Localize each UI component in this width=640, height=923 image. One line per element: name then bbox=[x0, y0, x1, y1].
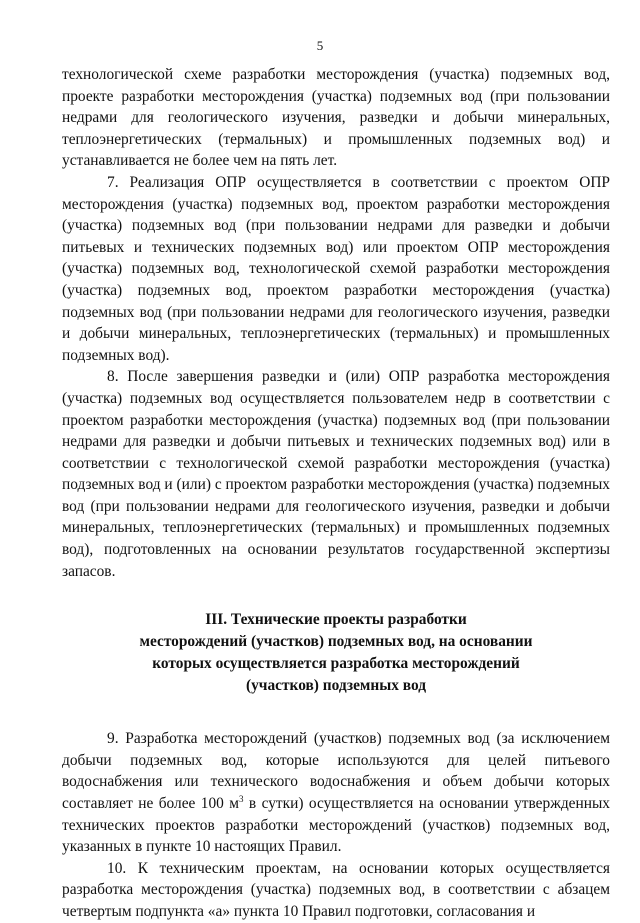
paragraph-10: 10. К техническим проектам, на основании которых осуществляется разработка месторождения (участка) подземных вод, в соответствии с абзацем четвертым подпункта «а» пункта 10 Правил подготовки, согласования и bbox=[62, 859, 610, 920]
paragraph-8: 8. После завершения разведки и (или) ОПР разработка месторождения (участка) подземных вод осуществляется пользователем недр в соответствии с проектом разработки месторождения (участка) подземных вод (при пользовании недрами для разведки и добычи питьевых и технических подземных вод) или в соответствии с технологической схемой разработки месторождения (участка) подземных вод и (или) с проектом разработки месторождения (участка) подземных вод (при пользовании недрами для геологического изучения, разведки и добычи минеральных, теплоэнергетических (термальных) и промышленных подземных вод), подготовленных на основании результатов государственной экспертизы запасов. bbox=[62, 368, 610, 580]
paragraph-7: 7. Реализация ОПР осуществляется в соответствии с проектом ОПР месторождения (участка) подземных вод, проектом разработки месторождения (участка) подземных вод (при пользовании недрами для разведки и добычи питьевых и технических подземных вод) или проектом ОПР месторождения (участка) подземных вод, технологической схемой разработки месторождения (участка) подземных вод, проектом разработки месторождения (участка) подземных вод (при пользовании недрами для геологического изучения, разведки и добычи минеральных, теплоэнергетических (термальных) и промышленных подземных вод). bbox=[62, 173, 610, 364]
paragraph-continuation: технологической схеме разработки месторождения (участка) подземных вод, проекте разработки месторождения (участка) подземных вод (при пользовании недрами для геологического изучения, разведки и добычи минеральных, теплоэнергетических (термальных) и промышленных подземных вод) и устанавливается не более чем на пять лет. bbox=[62, 66, 610, 170]
cubic-superscript: 3 bbox=[239, 793, 244, 804]
section-heading-line-2: месторождений (участков) подземных вод, на основании bbox=[139, 633, 533, 651]
paragraph-9-text-end: в сутки) осуществляется на основании утвержденных технических проектов разработки месторождений (участков) подземных вод, указанных в пункте 10 настоящих Правил. bbox=[62, 795, 610, 856]
page-number: 5 bbox=[316, 38, 324, 53]
document-body bbox=[62, 64, 610, 923]
paragraph-9-text-start: 9. Разработка месторождений (участков) подземных вод (за исключением добычи подземных вод, которые используются для целей питьевого водоснабжения или технического водоснабжения и объем добычи которых составляет не более 100 м bbox=[62, 730, 610, 813]
section-heading-line-3: которых осуществляется разработка месторождений bbox=[152, 655, 520, 673]
section-heading-line-4: (участков) подземных вод bbox=[245, 677, 427, 695]
section-heading bbox=[62, 609, 610, 697]
paragraph-9 bbox=[62, 728, 610, 858]
section-heading-line-1: III. Технические проекты разработки bbox=[205, 611, 467, 629]
